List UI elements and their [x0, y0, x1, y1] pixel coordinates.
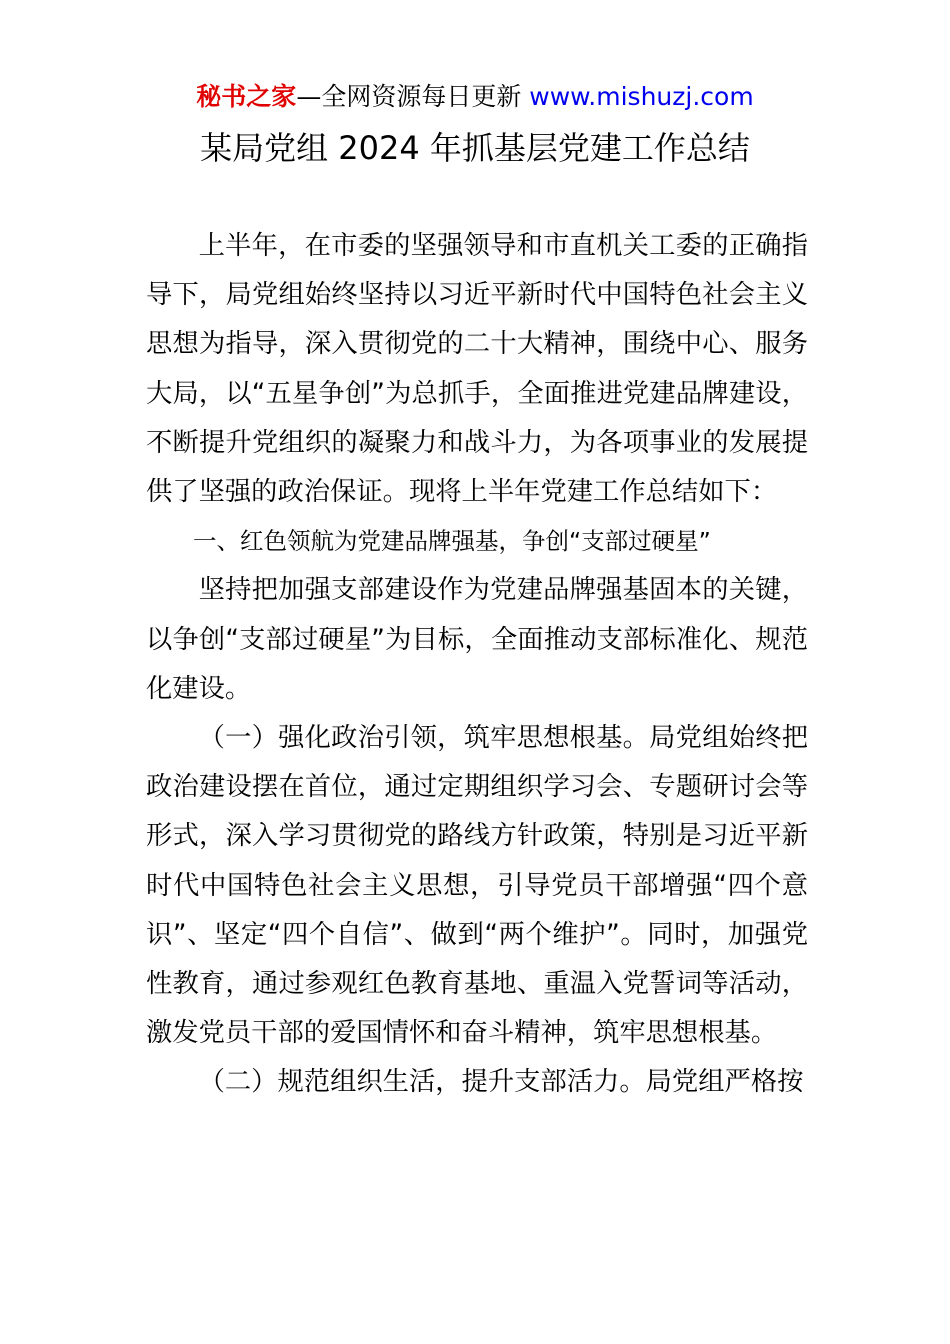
site-tagline: —全网资源每日更新	[296, 82, 530, 111]
subsection-2-paragraph: （二）规范组织生活，提升支部活力。局党组严格按	[198, 1067, 804, 1098]
section-heading-1: 一、红色领航为党建品牌强基，争创“支部过硬星”	[193, 527, 711, 556]
site-url-link[interactable]: www.mishuzj.com	[529, 82, 754, 111]
site-brand: 秘书之家	[196, 82, 297, 111]
intro-paragraph: 上半年，在市委的坚强领导和市直机关工委的正确指导下，局党组始终坚持以习近平新时代中国特色社会主义思想为指导，深入贯彻党的二十大精神，围绕中心、服务大局，以“五星争创”为总抓手，全面推进党建品牌建设，不断提升党组织的凝聚力和战斗力，为各项事业的发展提供了坚强的政治保证。现将上半年党建工作总结如下：	[146, 231, 808, 508]
document-title: 某局党组 2024 年抓基层党建工作总结	[200, 129, 750, 167]
site-header	[0, 80, 950, 114]
section-1-paragraph: 坚持把加强支部建设作为党建品牌强基固本的关键，以争创“支部过硬星”为目标，全面推动支部标准化、规范化建设。	[146, 575, 808, 704]
document-body	[146, 222, 808, 1108]
subsection-1-paragraph: （一）强化政治引领，筑牢思想根基。局党组始终把政治建设摆在首位，通过定期组织学习会、专题研讨会等形式，深入学习贯彻党的路线方针政策，特别是习近平新时代中国特色社会主义思想，引导党员干部增强“四个意识”、坚定“四个自信”、做到“两个维护”。同时，加强党性教育，通过参观红色教育基地、重温入党誓词等活动，激发党员干部的爱国情怀和奋斗精神，筑牢思想根基。	[146, 723, 808, 1049]
